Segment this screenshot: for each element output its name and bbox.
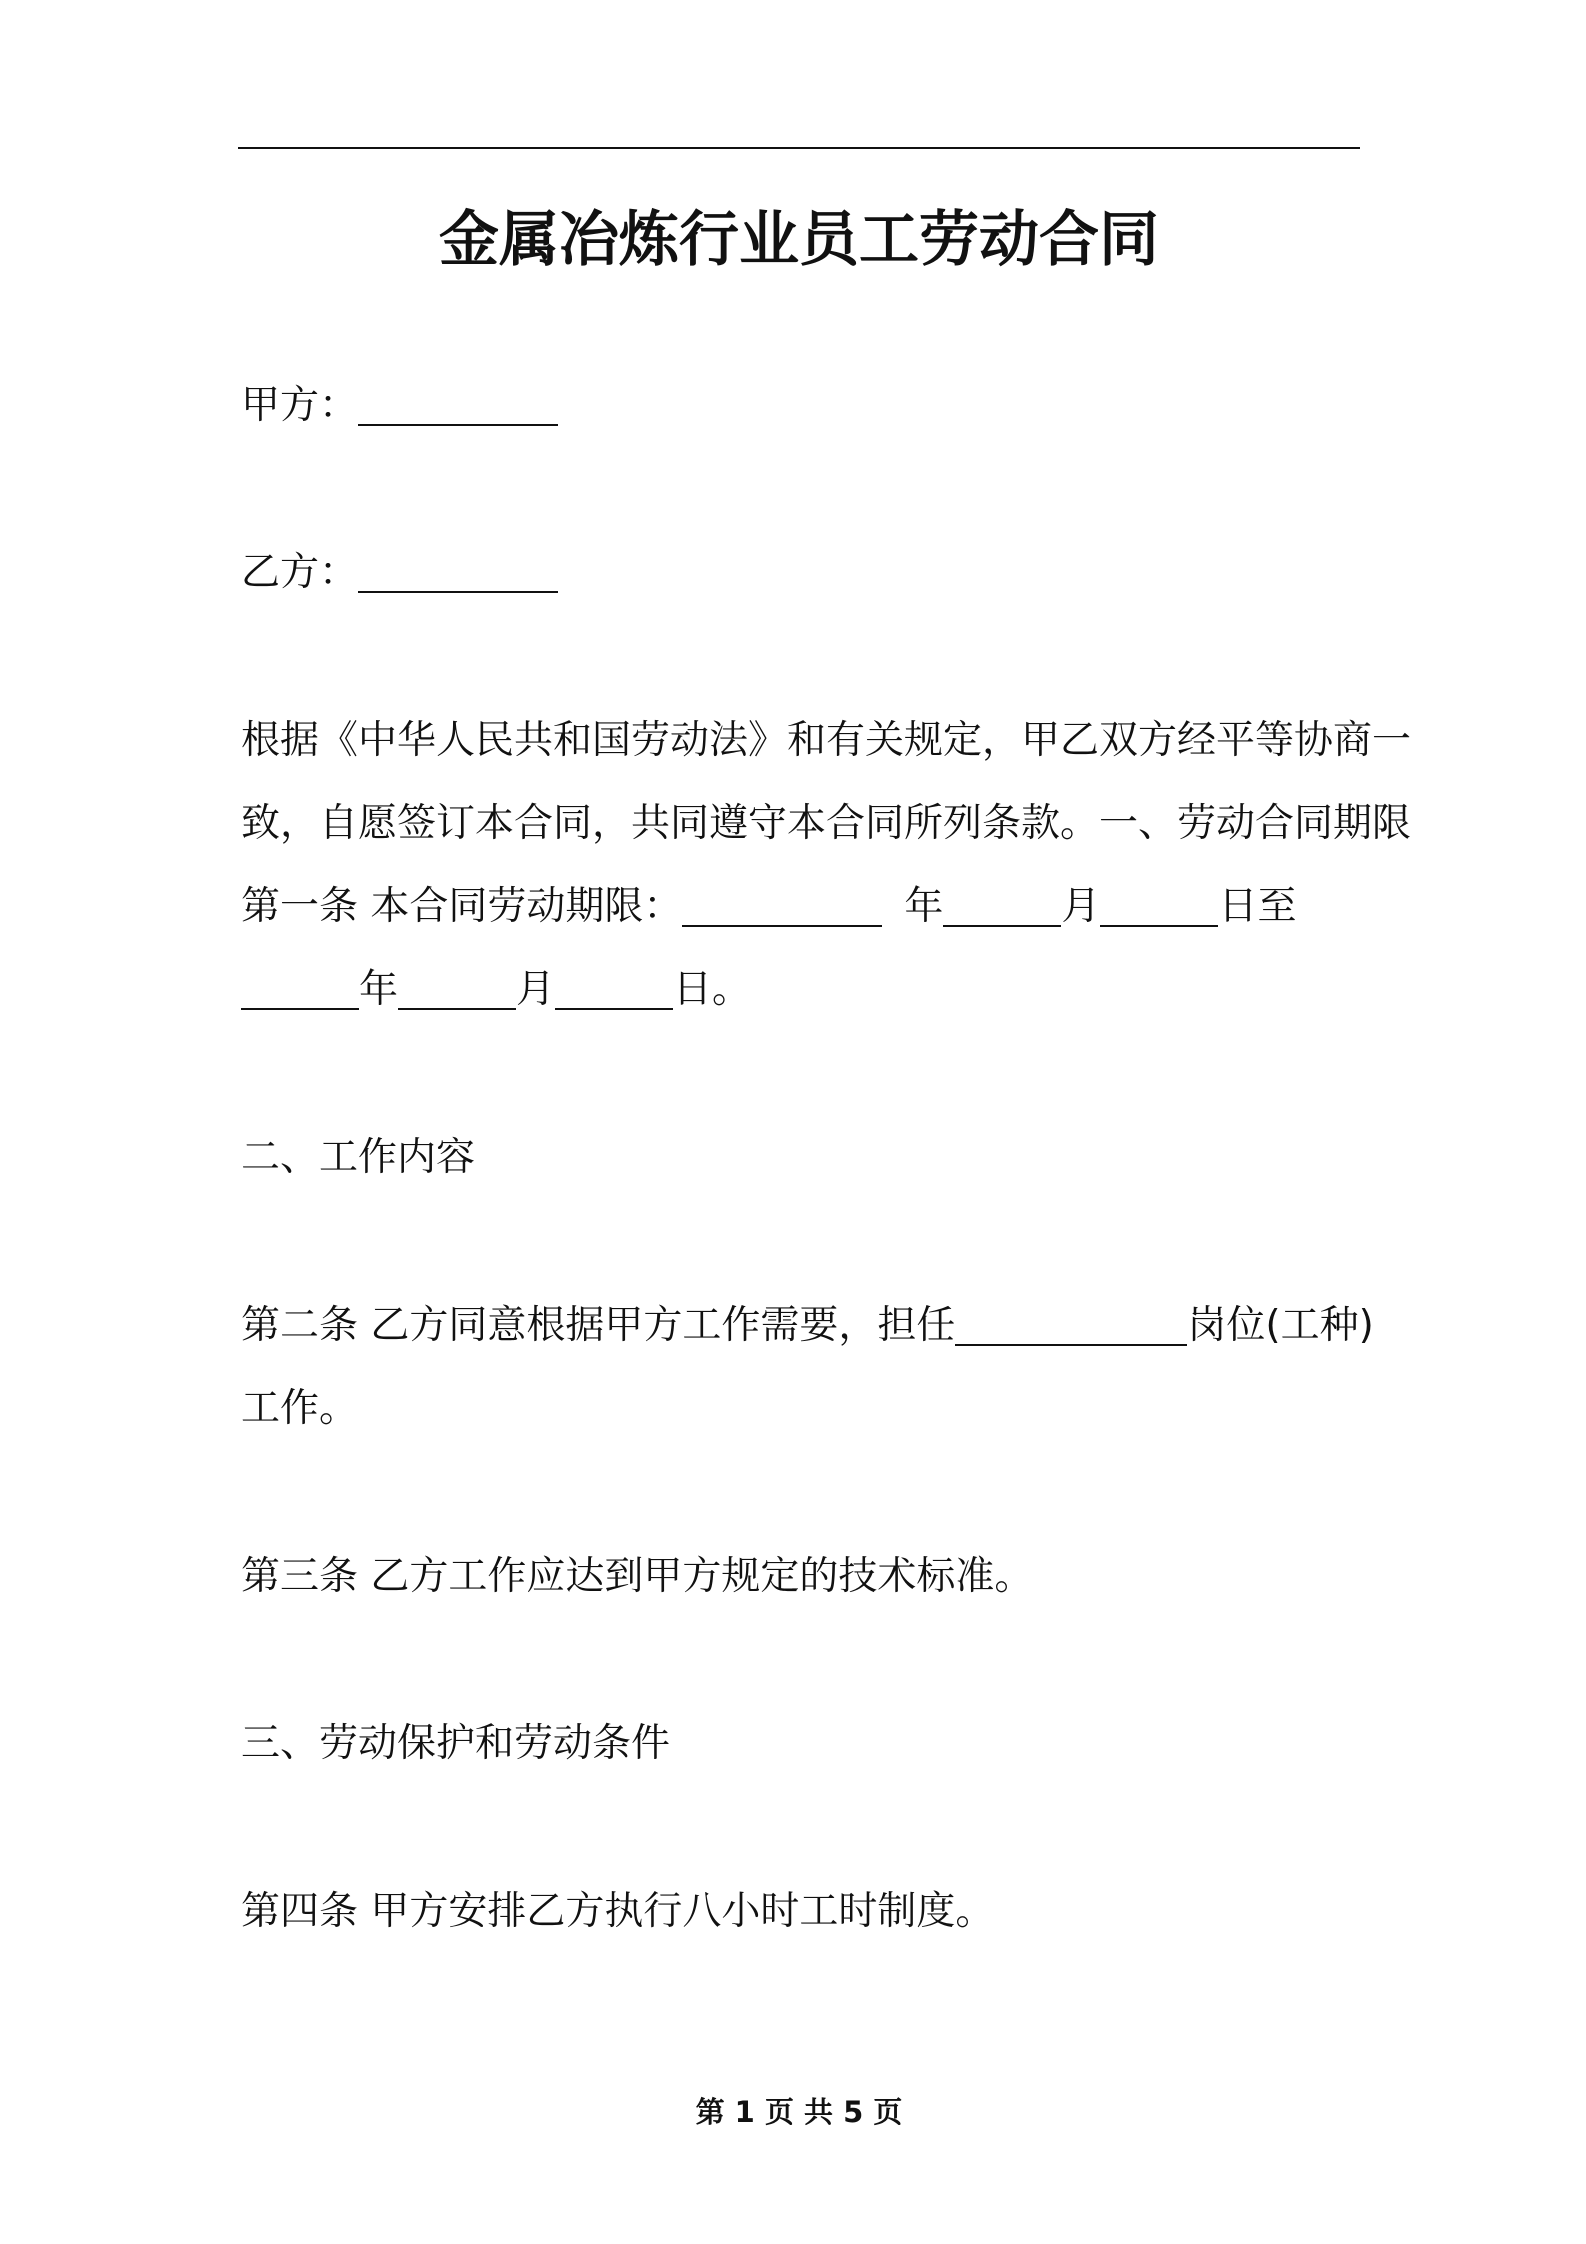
preamble-line-1: 根据《中华人民共和国劳动法》和有关规定，甲乙双方经平等协商一 — [241, 718, 1412, 763]
article-1-end-month-label: 月 — [516, 967, 556, 1012]
article-1-line-1 — [241, 879, 1296, 935]
term-start-month-blank — [943, 883, 1061, 927]
header-rule — [238, 147, 1360, 149]
article-2-prefix: 第二条 乙方同意根据甲方工作需要，担任 — [241, 1303, 956, 1348]
party-a-blank — [358, 382, 558, 426]
document-title: 金属冶炼行业员工劳动合同 — [439, 205, 1159, 275]
term-end-month-blank — [398, 966, 516, 1010]
term-end-day-blank — [555, 966, 673, 1010]
article-1-month-label: 月 — [1061, 884, 1101, 929]
preamble-line-2: 致，自愿签订本合同，共同遵守本合同所列条款。一、劳动合同期限 — [241, 801, 1412, 846]
party-a-line — [241, 378, 558, 434]
term-start-year-blank — [682, 883, 882, 927]
article-1-prefix: 第一条 本合同劳动期限： — [241, 884, 683, 929]
section-2-heading: 二、工作内容 — [241, 1135, 476, 1180]
section-3-heading: 三、劳动保护和劳动条件 — [241, 1721, 671, 1766]
article-1-year-label: 年 — [904, 884, 944, 929]
article-2-line-1 — [241, 1298, 1374, 1354]
article-2-suffix: 岗位(工种) — [1187, 1303, 1374, 1348]
party-b-label: 乙方： — [241, 550, 359, 595]
party-b-blank — [358, 549, 558, 593]
article-1-end-year-label: 年 — [359, 967, 399, 1012]
article-2-line-2: 工作。 — [241, 1386, 359, 1431]
term-start-day-blank — [1100, 883, 1218, 927]
party-a-label: 甲方： — [241, 383, 359, 428]
article-1-day-to-label: 日至 — [1218, 884, 1297, 929]
position-blank — [955, 1302, 1187, 1346]
party-b-line — [241, 545, 558, 601]
article-4: 第四条 甲方安排乙方执行八小时工时制度。 — [241, 1889, 995, 1934]
term-end-year-blank — [241, 966, 359, 1010]
page-footer: 第 1 页 共 5 页 — [695, 2095, 903, 2129]
article-3: 第三条 乙方工作应达到甲方规定的技术标准。 — [241, 1554, 1034, 1599]
article-1-end-day-label: 日。 — [673, 967, 752, 1012]
article-1-line-2 — [241, 962, 751, 1018]
